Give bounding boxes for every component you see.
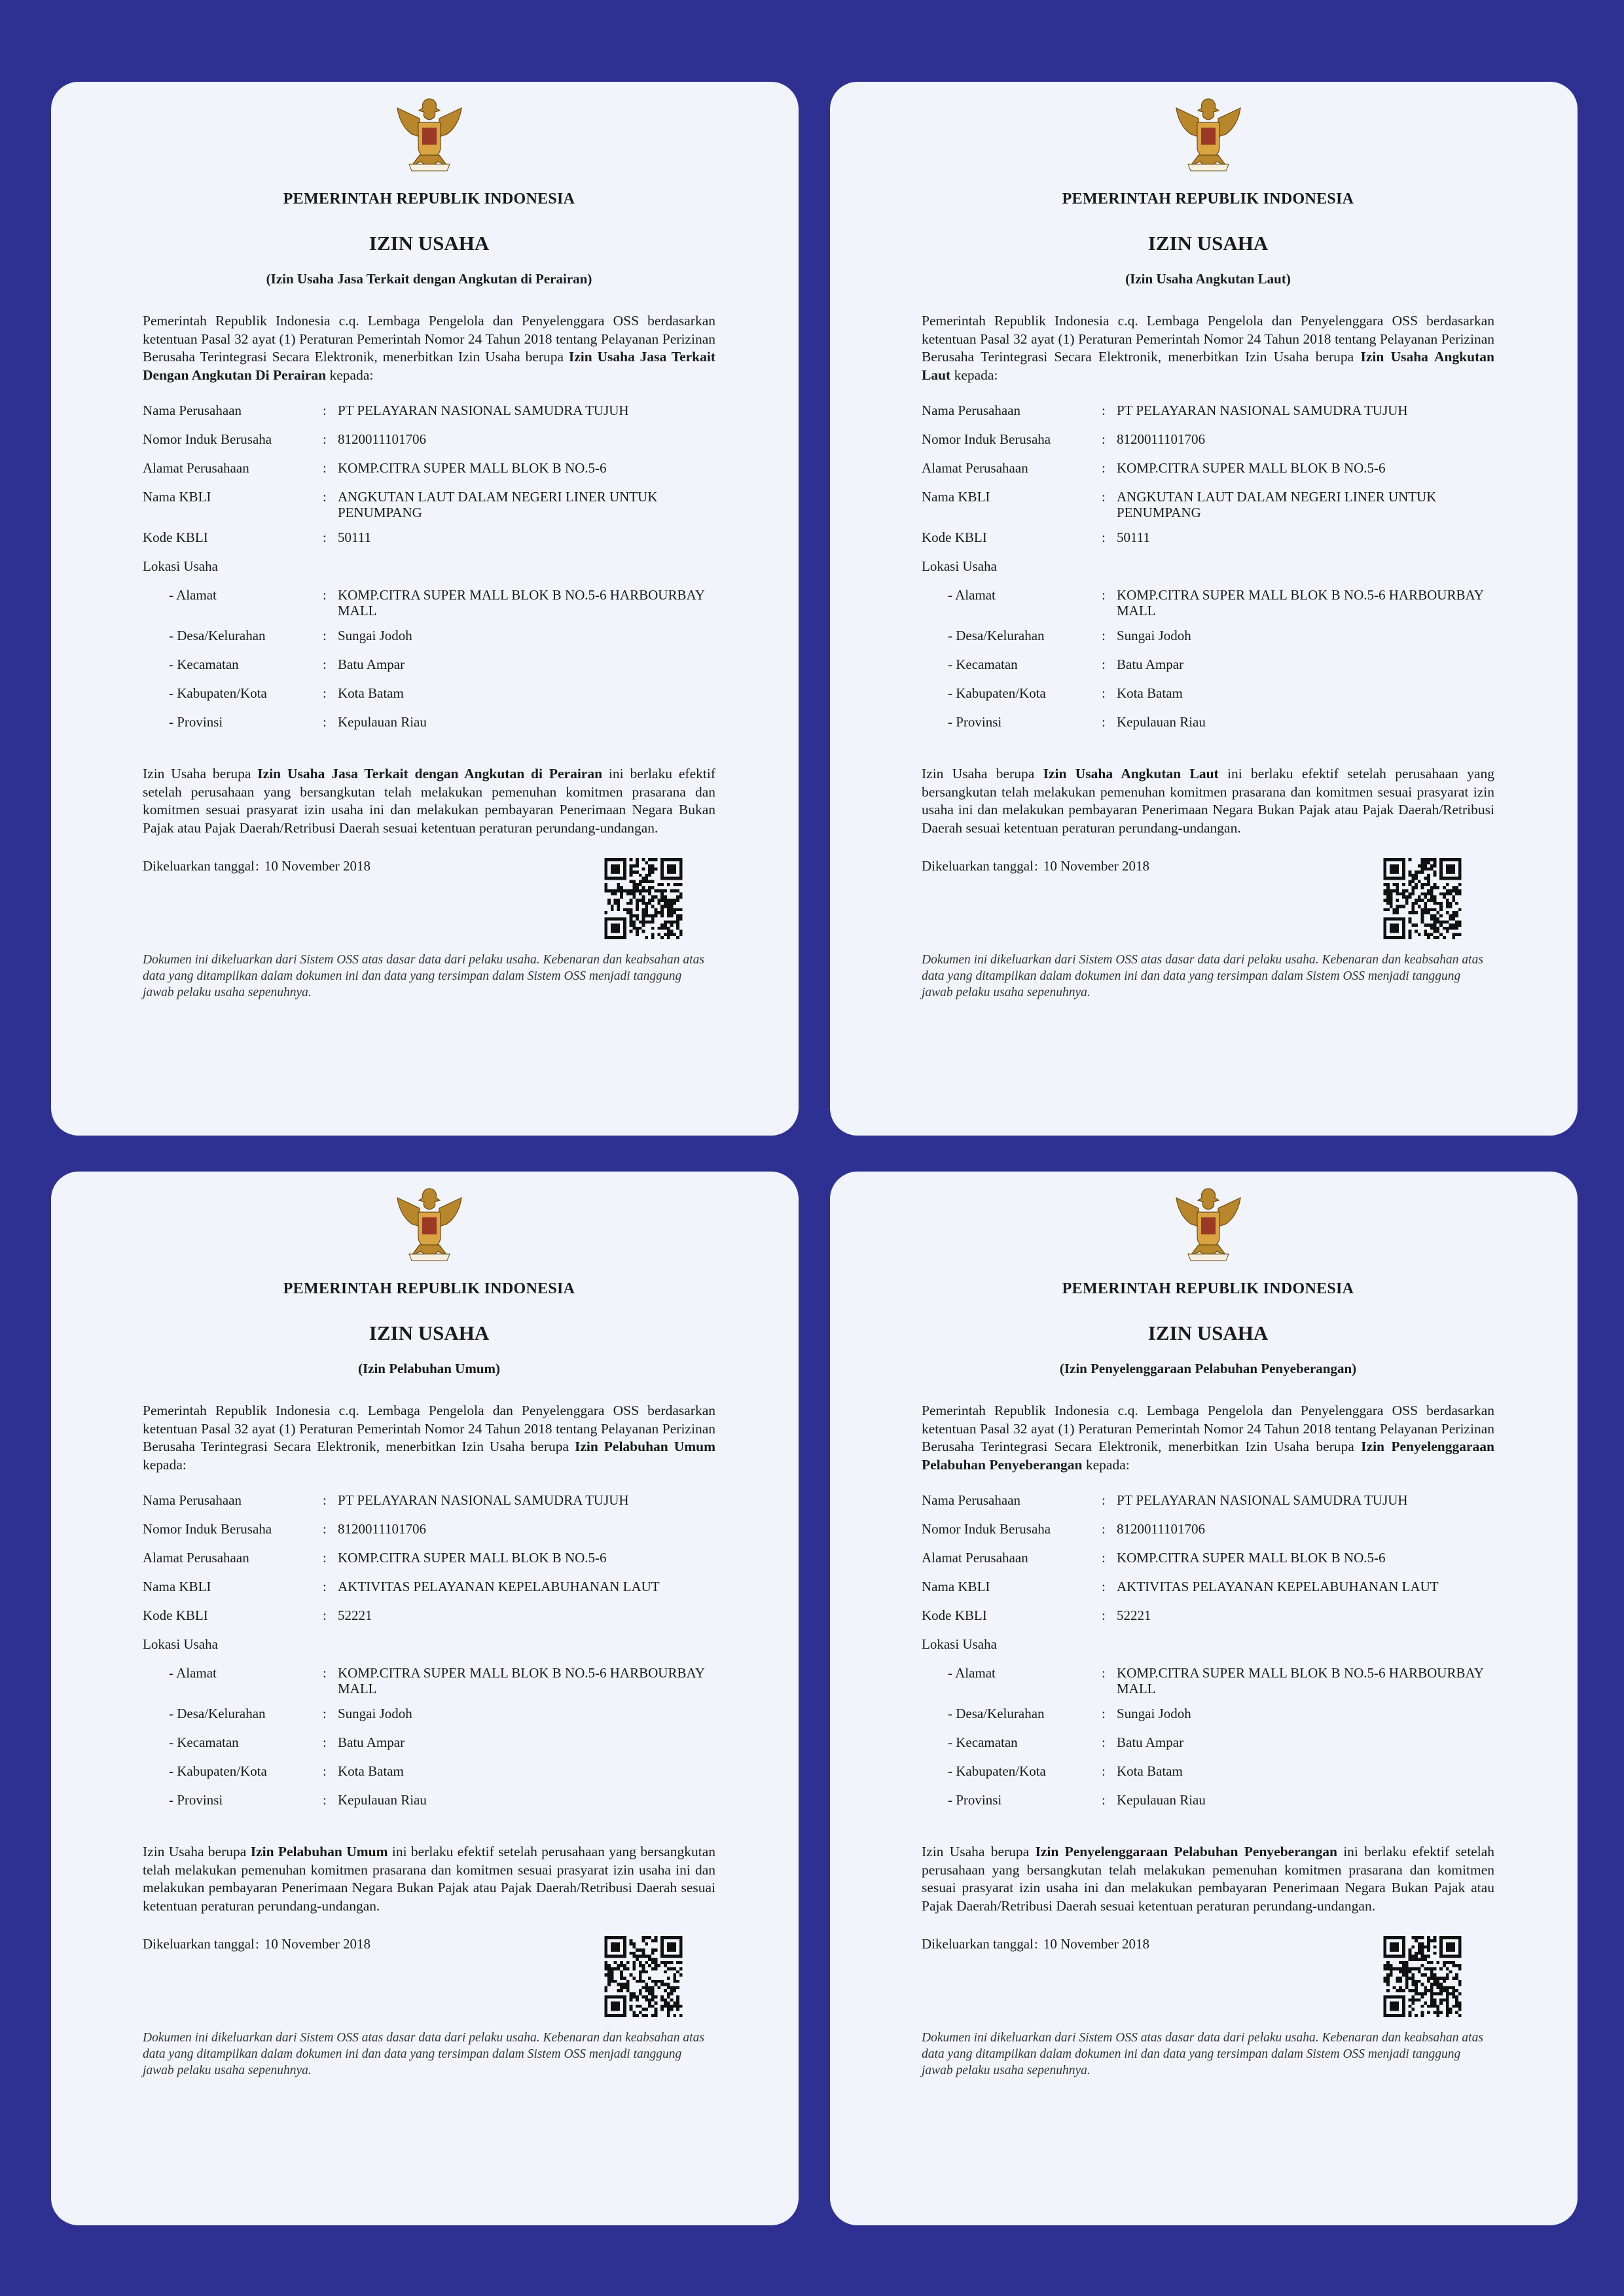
location-row [143, 628, 715, 656]
field-value: Kota Batam [338, 1763, 404, 1779]
intro-end: kepada: [143, 1456, 187, 1473]
field-row [143, 1550, 715, 1579]
issued-date: 10 November 2018 [1043, 858, 1149, 874]
field-colon: : [1102, 1792, 1106, 1808]
field-label: - Provinsi [948, 1792, 1002, 1808]
field-value: Kepulauan Riau [338, 714, 427, 730]
field-label: Alamat Perusahaan [143, 1550, 249, 1566]
field-value: Kota Batam [338, 685, 404, 701]
field-colon: : [323, 431, 327, 447]
field-colon: : [1102, 460, 1106, 476]
intro-end: kepada: [1082, 1456, 1130, 1473]
issued-colon: : [255, 858, 259, 874]
issued-date-row [143, 1936, 715, 1952]
field-label: Nama KBLI [143, 1579, 211, 1594]
field-value: Batu Ampar [1117, 1734, 1184, 1750]
location-row [922, 587, 1494, 628]
location-row [922, 1763, 1494, 1792]
field-label: - Desa/Kelurahan [948, 628, 1045, 643]
intro-paragraph [143, 312, 715, 384]
field-value: Kepulauan Riau [338, 1792, 427, 1808]
location-row [143, 714, 715, 743]
issued-colon: : [1034, 1936, 1038, 1952]
location-row [922, 685, 1494, 714]
field-value: PT PELAYARAN NASIONAL SAMUDRA TUJUH [1117, 403, 1408, 418]
field-row [922, 403, 1494, 431]
field-colon: : [323, 1579, 327, 1594]
field-label: Nama KBLI [143, 489, 211, 505]
field-value: KOMP.CITRA SUPER MALL BLOK B NO.5-6 [1117, 1550, 1386, 1566]
field-value: Batu Ampar [338, 656, 405, 672]
field-colon: : [323, 714, 327, 730]
field-colon: : [1102, 628, 1106, 643]
field-row [143, 431, 715, 460]
location-heading [922, 1636, 1494, 1665]
field-label: Nama Perusahaan [922, 403, 1021, 418]
garuda-emblem-icon [393, 96, 465, 173]
disclaimer-text: Dokumen ini dikeluarkan dari Sistem OSS atas dasar data dari pelaku usaha. Kebenaran dan keabsahan atas data yang ditampilkan dalam dokumen ini dan data yang tersimpan dalam Sistem OSS menjadi tanggung jawab pelaku usaha sepenuhnya. [143, 2031, 704, 2077]
validity-paragraph [143, 765, 715, 837]
field-value: Sungai Jodoh [1117, 1706, 1191, 1721]
field-row [922, 1492, 1494, 1521]
intro-paragraph [922, 312, 1494, 384]
location-row [143, 685, 715, 714]
field-row [922, 460, 1494, 489]
field-colon: : [323, 656, 327, 672]
company-fields [922, 1492, 1494, 1821]
license-document-4 [830, 1172, 1578, 2225]
field-colon: : [1102, 1521, 1106, 1537]
field-value: Kepulauan Riau [1117, 1792, 1206, 1808]
field-value: AKTIVITAS PELAYANAN KEPELABUHANAN LAUT [1117, 1579, 1439, 1594]
field-label: Alamat Perusahaan [143, 460, 249, 476]
qr-code-icon [1383, 1936, 1462, 2017]
field-value: Kota Batam [1117, 685, 1183, 701]
field-colon: : [323, 1734, 327, 1750]
license-type-subtitle: (Izin Pelabuhan Umum) [357, 1361, 501, 1376]
field-label: - Provinsi [169, 714, 223, 730]
field-colon: : [323, 529, 327, 545]
location-row [922, 1665, 1494, 1706]
field-colon: : [323, 628, 327, 643]
field-colon: : [1102, 1607, 1106, 1623]
field-label: Kode KBLI [143, 1607, 208, 1623]
location-heading [143, 558, 715, 587]
validity-start: Izin Usaha berupa [922, 1844, 1036, 1859]
field-value: 52221 [338, 1607, 372, 1623]
field-label: - Desa/Kelurahan [948, 1706, 1045, 1721]
field-value: KOMP.CITRA SUPER MALL BLOK B NO.5-6 HARBOURBAY MALL [338, 587, 705, 619]
field-colon: : [1102, 529, 1106, 545]
validity-text: ini berlaku efektif setelah perusahaan yang bersangkutan telah melakukan pemenuhan komitmen prasarana dan komitmen sesuai prasyarat izin usaha ini dan melakukan pembayaran Penerimaan Negara Bukan Pajak atau Pajak Daerah/Retribusi Daerah sesuai ketentuan peraturan perundang-undangan. [922, 766, 1495, 836]
field-label: Nama KBLI [922, 489, 990, 505]
field-colon: : [1102, 1665, 1106, 1681]
field-label: Nomor Induk Berusaha [922, 431, 1051, 447]
field-label: Kode KBLI [922, 529, 987, 545]
issued-label: Dikeluarkan tanggal [143, 858, 255, 874]
field-label: Alamat Perusahaan [922, 460, 1028, 476]
field-label: - Alamat [169, 1665, 217, 1681]
field-colon: : [1102, 489, 1106, 505]
validity-text: ini berlaku efektif setelah perusahaan yang bersangkutan telah melakukan pemenuhan komitmen prasarana dan komitmen sesuai prasyarat izin usaha ini dan melakukan pembayaran Penerimaan Negara Bukan Pajak atau Pajak Daerah/Retribusi Daerah sesuai ketentuan peraturan perundang-undangan. [143, 1844, 715, 1914]
field-label: Nama Perusahaan [143, 1492, 242, 1508]
field-value: Kepulauan Riau [1117, 714, 1206, 730]
issued-date: 10 November 2018 [264, 858, 370, 874]
validity-start: Izin Usaha berupa [143, 1844, 251, 1859]
field-value: 50111 [1117, 529, 1150, 545]
issued-date: 10 November 2018 [1043, 1936, 1149, 1952]
field-colon: : [1102, 656, 1106, 672]
validity-license-name: Izin Usaha Angkutan Laut [1043, 766, 1219, 781]
field-value: KOMP.CITRA SUPER MALL BLOK B NO.5-6 HARBOURBAY MALL [1117, 1665, 1484, 1696]
field-colon: : [323, 1550, 327, 1566]
field-label: - Provinsi [948, 714, 1002, 730]
field-label: - Kecamatan [948, 656, 1018, 672]
field-colon: : [323, 1792, 327, 1808]
intro-license-name: Izin Pelabuhan Umum [575, 1439, 715, 1454]
field-row [143, 1492, 715, 1521]
issued-date-row [922, 858, 1494, 874]
company-fields [922, 403, 1494, 743]
field-colon: : [323, 489, 327, 505]
field-label: - Kecamatan [169, 1734, 239, 1750]
issued-date-row [922, 1936, 1494, 1952]
field-value: KOMP.CITRA SUPER MALL BLOK B NO.5-6 HARBOURBAY MALL [1117, 587, 1484, 619]
field-colon: : [323, 1706, 327, 1721]
field-value: Batu Ampar [1117, 656, 1184, 672]
field-label: Lokasi Usaha [143, 1636, 218, 1652]
field-colon: : [1102, 587, 1106, 603]
field-value: 50111 [338, 529, 371, 545]
validity-paragraph [922, 1843, 1494, 1915]
field-colon: : [323, 587, 327, 603]
field-row [922, 1579, 1494, 1607]
field-label: Kode KBLI [922, 1607, 987, 1623]
field-row [143, 1579, 715, 1607]
intro-paragraph [922, 1402, 1494, 1474]
field-value: Sungai Jodoh [1117, 628, 1191, 643]
issued-label: Dikeluarkan tanggal [922, 858, 1034, 874]
field-colon: : [1102, 403, 1106, 418]
issued-colon: : [255, 1936, 259, 1952]
location-row [922, 714, 1494, 743]
validity-license-name: Izin Usaha Jasa Terkait dengan Angkutan di Perairan [257, 766, 603, 781]
license-type-subtitle: (Izin Usaha Angkutan Laut) [1125, 271, 1291, 287]
field-value: KOMP.CITRA SUPER MALL BLOK B NO.5-6 [338, 1550, 607, 1566]
qr-code-icon [1383, 858, 1462, 939]
field-row [143, 1521, 715, 1550]
field-colon: : [323, 1607, 327, 1623]
field-colon: : [323, 1521, 327, 1537]
validity-start: Izin Usaha berupa [922, 766, 1043, 781]
license-document-3 [51, 1172, 799, 2225]
location-row [143, 1734, 715, 1763]
field-colon: : [1102, 685, 1106, 701]
license-document-2 [830, 82, 1578, 1136]
intro-end: kepada: [326, 367, 374, 383]
license-type-subtitle: (Izin Usaha Jasa Terkait dengan Angkutan di Perairan) [266, 271, 592, 287]
intro-license-name: Izin Penyelenggaraan Pelabuhan Penyeberangan [922, 1439, 1494, 1473]
field-label: Lokasi Usaha [922, 558, 997, 574]
field-label: - Kabupaten/Kota [169, 685, 267, 701]
field-colon: : [323, 1763, 327, 1779]
field-label: - Kabupaten/Kota [948, 685, 1046, 701]
field-value: Sungai Jodoh [338, 1706, 412, 1721]
location-row [143, 1763, 715, 1792]
field-value: Sungai Jodoh [338, 628, 412, 643]
garuda-emblem-icon [393, 1186, 465, 1263]
field-value: KOMP.CITRA SUPER MALL BLOK B NO.5-6 [338, 460, 607, 476]
government-heading: PEMERINTAH REPUBLIK INDONESIA [1062, 190, 1354, 207]
qr-code-icon [604, 1936, 683, 2017]
field-colon: : [1102, 714, 1106, 730]
location-row [143, 1792, 715, 1821]
field-label: - Alamat [948, 1665, 996, 1681]
field-value: KOMP.CITRA SUPER MALL BLOK B NO.5-6 HARBOURBAY MALL [338, 1665, 705, 1696]
disclaimer-text: Dokumen ini dikeluarkan dari Sistem OSS atas dasar data dari pelaku usaha. Kebenaran dan keabsahan atas data yang ditampilkan dalam dokumen ini dan data yang tersimpan dalam Sistem OSS menjadi tanggung jawab pelaku usaha sepenuhnya. [143, 953, 704, 999]
field-label: - Alamat [948, 587, 996, 603]
intro-paragraph [143, 1402, 715, 1474]
intro-license-name: Izin Usaha Angkutan Laut [922, 349, 1494, 383]
government-heading: PEMERINTAH REPUBLIK INDONESIA [283, 1280, 575, 1297]
field-row [922, 1521, 1494, 1550]
field-colon: : [1102, 1492, 1106, 1508]
license-type-subtitle: (Izin Penyelenggaraan Pelabuhan Penyeberangan) [1059, 1361, 1357, 1376]
issued-date: 10 November 2018 [264, 1936, 370, 1952]
disclaimer-text: Dokumen ini dikeluarkan dari Sistem OSS atas dasar data dari pelaku usaha. Kebenaran dan keabsahan atas data yang ditampilkan dalam dokumen ini dan data yang tersimpan dalam Sistem OSS menjadi tanggung jawab pelaku usaha sepenuhnya. [922, 953, 1483, 999]
location-row [143, 1706, 715, 1734]
location-row [922, 1734, 1494, 1763]
field-colon: : [1102, 1706, 1106, 1721]
intro-license-name: Izin Usaha Jasa Terkait Dengan Angkutan Di Perairan [143, 349, 715, 383]
field-colon: : [1102, 1763, 1106, 1779]
location-row [143, 1665, 715, 1706]
field-value: KOMP.CITRA SUPER MALL BLOK B NO.5-6 [1117, 460, 1386, 476]
location-heading [922, 558, 1494, 587]
field-row [922, 1607, 1494, 1636]
field-value: Kota Batam [1117, 1763, 1183, 1779]
field-value: 8120011101706 [338, 431, 426, 447]
document-title: IZIN USAHA [1147, 232, 1269, 255]
field-row [922, 1550, 1494, 1579]
company-fields [143, 1492, 715, 1821]
field-label: - Provinsi [169, 1792, 223, 1808]
location-row [922, 1792, 1494, 1821]
field-row [922, 489, 1494, 529]
field-value: PT PELAYARAN NASIONAL SAMUDRA TUJUH [338, 403, 629, 418]
field-row [143, 1607, 715, 1636]
field-colon: : [1102, 1550, 1106, 1566]
field-value: ANGKUTAN LAUT DALAM NEGERI LINER UNTUK PENUMPANG [1117, 489, 1437, 520]
field-value: PT PELAYARAN NASIONAL SAMUDRA TUJUH [338, 1492, 629, 1508]
field-label: - Alamat [169, 587, 217, 603]
validity-license-name: Izin Penyelenggaraan Pelabuhan Penyeberangan [1035, 1844, 1337, 1859]
field-colon: : [323, 1492, 327, 1508]
validity-paragraph [922, 765, 1494, 837]
field-label: Kode KBLI [143, 529, 208, 545]
field-label: Nomor Induk Berusaha [922, 1521, 1051, 1537]
validity-text: ini berlaku efektif setelah perusahaan yang bersangkutan telah melakukan pemenuhan komitmen prasarana dan komitmen sesuai prasyarat izin usaha ini dan melakukan pembayaran Penerimaan Negara Bukan Pajak atau Pajak Daerah/Retribusi Daerah sesuai ketentuan peraturan perundang-undangan. [143, 766, 715, 836]
document-title: IZIN USAHA [369, 1321, 490, 1344]
field-value: 8120011101706 [1117, 1521, 1205, 1537]
field-label: Nomor Induk Berusaha [143, 1521, 272, 1537]
garuda-emblem-icon [1172, 96, 1244, 173]
issued-colon: : [1034, 858, 1038, 874]
field-colon: : [323, 1665, 327, 1681]
field-colon: : [1102, 1579, 1106, 1594]
field-label: Nama Perusahaan [143, 403, 242, 418]
field-label: Nomor Induk Berusaha [143, 431, 272, 447]
field-row [143, 460, 715, 489]
disclaimer-text: Dokumen ini dikeluarkan dari Sistem OSS atas dasar data dari pelaku usaha. Kebenaran dan keabsahan atas data yang ditampilkan dalam dokumen ini dan data yang tersimpan dalam Sistem OSS menjadi tanggung jawab pelaku usaha sepenuhnya. [922, 2031, 1483, 2077]
location-row [922, 628, 1494, 656]
field-row [143, 489, 715, 529]
license-document-1 [51, 82, 799, 1136]
field-value: 8120011101706 [338, 1521, 426, 1537]
field-label: - Kabupaten/Kota [948, 1763, 1046, 1779]
field-row [922, 431, 1494, 460]
location-heading [143, 1636, 715, 1665]
government-heading: PEMERINTAH REPUBLIK INDONESIA [283, 190, 575, 207]
intro-text: Pemerintah Republik Indonesia c.q. Lembaga Pengelola dan Penyelenggara OSS berdasarkan ketentuan Pasal 32 ayat (1) Peraturan Pemerintah Nomor 24 Tahun 2018 tentang Pelayanan Perizinan Berusaha Terintegrasi Secara Elektronik, menerbitkan Izin Usaha berupa [922, 1403, 1494, 1454]
intro-text: Pemerintah Republik Indonesia c.q. Lembaga Pengelola dan Penyelenggara OSS berdasarkan ketentuan Pasal 32 ayat (1) Peraturan Pemerintah Nomor 24 Tahun 2018 tentang Pelayanan Perizinan Berusaha Terintegrasi Secara Elektronik, menerbitkan Izin Usaha berupa [143, 313, 715, 365]
validity-start: Izin Usaha berupa [143, 766, 258, 781]
intro-text: Pemerintah Republik Indonesia c.q. Lembaga Pengelola dan Penyelenggara OSS berdasarkan ketentuan Pasal 32 ayat (1) Peraturan Pemerintah Nomor 24 Tahun 2018 tentang Pelayanan Perizinan Berusaha Terintegrasi Secara Elektronik, menerbitkan Izin Usaha berupa [922, 313, 1494, 365]
field-label: - Desa/Kelurahan [169, 628, 266, 643]
field-label: - Kecamatan [948, 1734, 1018, 1750]
location-row [143, 656, 715, 685]
field-label: Lokasi Usaha [143, 558, 218, 574]
qr-code-icon [604, 858, 683, 939]
field-colon: : [323, 403, 327, 418]
field-label: - Desa/Kelurahan [169, 1706, 266, 1721]
document-title: IZIN USAHA [369, 232, 490, 255]
field-value: Batu Ampar [338, 1734, 405, 1750]
field-label: - Kabupaten/Kota [169, 1763, 267, 1779]
issued-date-row [143, 858, 715, 874]
field-colon: : [1102, 431, 1106, 447]
validity-text: ini berlaku efektif setelah perusahaan yang bersangkutan telah melakukan pemenuhan komitmen prasarana dan komitmen sesuai prasyarat izin usaha ini dan melakukan pembayaran Penerimaan Negara Bukan Pajak atau Pajak Daerah/Retribusi Daerah sesuai ketentuan peraturan perundang-undangan. [922, 1844, 1494, 1914]
intro-end: kepada: [950, 367, 998, 383]
company-fields [143, 403, 715, 743]
field-value: 52221 [1117, 1607, 1151, 1623]
issued-label: Dikeluarkan tanggal [143, 1936, 255, 1952]
field-label: Lokasi Usaha [922, 1636, 997, 1652]
field-row [143, 529, 715, 558]
field-row [922, 529, 1494, 558]
field-value: ANGKUTAN LAUT DALAM NEGERI LINER UNTUK PENUMPANG [338, 489, 658, 520]
field-label: Nama KBLI [922, 1579, 990, 1594]
field-value: AKTIVITAS PELAYANAN KEPELABUHANAN LAUT [338, 1579, 660, 1594]
field-colon: : [323, 460, 327, 476]
intro-text: Pemerintah Republik Indonesia c.q. Lembaga Pengelola dan Penyelenggara OSS berdasarkan ketentuan Pasal 32 ayat (1) Peraturan Pemerintah Nomor 24 Tahun 2018 tentang Pelayanan Perizinan Berusaha Terintegrasi Secara Elektronik, menerbitkan Izin Usaha berupa [143, 1403, 715, 1454]
location-row [922, 656, 1494, 685]
field-value: 8120011101706 [1117, 431, 1205, 447]
location-row [922, 1706, 1494, 1734]
garuda-emblem-icon [1172, 1186, 1244, 1263]
issued-label: Dikeluarkan tanggal [922, 1936, 1034, 1952]
validity-license-name: Izin Pelabuhan Umum [250, 1844, 388, 1859]
government-heading: PEMERINTAH REPUBLIK INDONESIA [1062, 1280, 1354, 1297]
field-label: Nama Perusahaan [922, 1492, 1021, 1508]
location-row [143, 587, 715, 628]
field-label: - Kecamatan [169, 656, 239, 672]
field-label: Alamat Perusahaan [922, 1550, 1028, 1566]
field-value: PT PELAYARAN NASIONAL SAMUDRA TUJUH [1117, 1492, 1408, 1508]
field-colon: : [1102, 1734, 1106, 1750]
field-colon: : [323, 685, 327, 701]
field-row [143, 403, 715, 431]
validity-paragraph [143, 1843, 715, 1915]
document-title: IZIN USAHA [1147, 1321, 1269, 1344]
